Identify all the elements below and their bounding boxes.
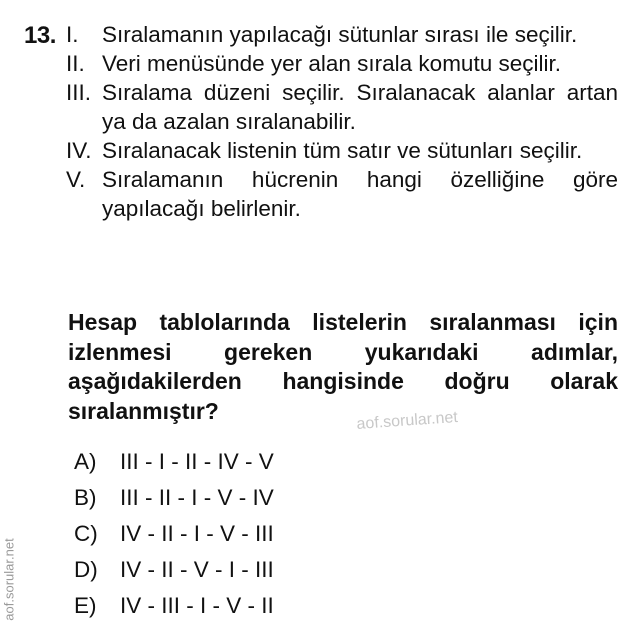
option-letter: A) <box>74 449 97 474</box>
statement-numeral: II. <box>66 51 85 76</box>
question-number: 13. <box>24 22 56 49</box>
question-stem: Hesap tablolarında listelerin sıralanması için izlenmesi gereken yukarıdaki adımlar, aşağıdakilerden hangisinde doğru olarak sıralanmıştır? <box>68 309 618 424</box>
statement-text: Sıralamanın hücrenin hangi özelliğine göre yapılacağı belirlenir. <box>102 167 618 221</box>
statement-list <box>66 20 618 223</box>
statement-item <box>66 136 618 165</box>
statement-numeral: V. <box>66 167 86 192</box>
answer-option-d[interactable] <box>74 552 274 588</box>
option-letter: D) <box>74 557 98 582</box>
statement-item <box>66 78 618 136</box>
statement-item <box>66 49 618 78</box>
statement-text: Sıralama düzeni seçilir. Sıralanacak alanlar artan ya da azalan sıralanabilir. <box>102 80 618 134</box>
option-letter: C) <box>74 521 98 546</box>
statement-text: Sıralanacak listenin tüm satır ve sütunları seçilir. <box>102 138 583 163</box>
option-text: IV - III - I - V - II <box>120 593 274 618</box>
statement-numeral: III. <box>66 80 92 105</box>
option-text: III - II - I - V - IV <box>120 485 274 510</box>
statement-numeral: I. <box>66 22 79 47</box>
statement-item <box>66 165 618 223</box>
statement-text: Sıralamanın yapılacağı sütunlar sırası ile seçilir. <box>102 22 578 47</box>
option-text: IV - II - I - V - III <box>120 521 274 546</box>
option-letter: B) <box>74 485 97 510</box>
answer-option-c[interactable] <box>74 516 274 552</box>
statement-numeral: IV. <box>66 138 92 163</box>
answer-option-b[interactable] <box>74 480 274 516</box>
option-text: III - I - II - IV - V <box>120 449 274 474</box>
watermark: aof.sorular.net <box>356 408 459 433</box>
answer-option-e[interactable] <box>74 588 274 624</box>
side-watermark: aof.sorular.net <box>1 538 17 621</box>
statement-text: Veri menüsünde yer alan sırala komutu seçilir. <box>102 51 561 76</box>
answer-option-a[interactable] <box>74 444 274 480</box>
answer-options <box>74 444 274 624</box>
statement-item <box>66 20 618 49</box>
option-letter: E) <box>74 593 97 618</box>
option-text: IV - II - V - I - III <box>120 557 274 582</box>
